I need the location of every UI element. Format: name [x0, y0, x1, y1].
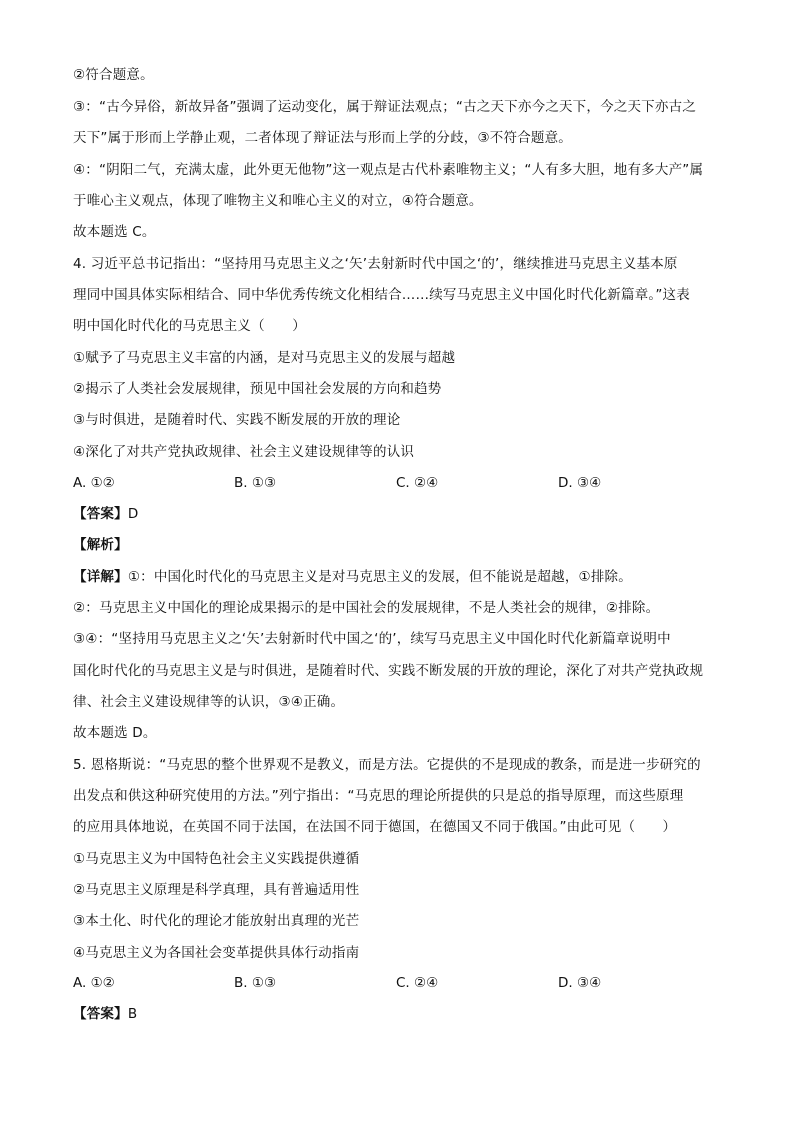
question-4-stem: 明中国化时代化的马克思主义（ ）: [73, 318, 306, 334]
analysis-line: 天下”属于形而上学静止观，二者体现了辩证法与形而上学的分歧，③不符合题意。: [73, 130, 572, 146]
question-5-item: ④马克思主义为各国社会变革提供具体行动指南: [73, 945, 360, 961]
option-a: A. ①②: [73, 475, 115, 491]
analysis-line: 于唯心主义观点，体现了唯物主义和唯心主义的对立，④符合题意。: [73, 193, 483, 209]
option-b: B. ①③: [234, 975, 277, 991]
option-d: D. ③④: [558, 475, 602, 491]
detail-text: ①：中国化时代化的马克思主义是对马克思主义的发展，但不能说是超越，①排除。: [127, 569, 632, 585]
conclusion-line: 故本题选 C。: [73, 224, 156, 240]
option-d: D. ③④: [558, 975, 602, 991]
answer-value: D: [127, 506, 139, 522]
answer-line: [73, 1004, 723, 1024]
analysis-line: ④：“阴阳二气，充满太虚，此外更无他物”这一观点是古代朴素唯物主义；“人有多大胆，地有多大产”属: [73, 162, 704, 178]
question-5-stem: 的应用具体地说，在英国不同于法国，在法国不同于德国，在德国又不同于俄国。”由此可见（ ）: [73, 819, 677, 835]
answer-value: B: [127, 1006, 138, 1022]
analysis-line: ③：“古今异俗，新故异备”强调了运动变化，属于辩证法观点；“古之天下亦今之天下，今之天下亦古之: [73, 99, 696, 115]
option-c: C. ②④: [396, 475, 439, 491]
answer-tag: 【答案】: [73, 506, 128, 522]
question-5-stem: 5. 恩格斯说：“马克思的整个世界观不是教义，而是方法。它提供的不是现成的教条，而是进一步研究的: [73, 757, 701, 773]
analysis-tag: 【解析】: [73, 537, 128, 553]
question-4-item: ④深化了对共产党执政规律、社会主义建设规律等的认识: [73, 444, 415, 460]
detail-line: 律、社会主义建设规律等的认识，③④正确。: [73, 694, 345, 710]
question-5-item: ③本土化、时代化的理论才能放射出真理的光芒: [73, 913, 360, 929]
question-5-item: ②马克思主义原理是科学真理，具有普遍适用性: [73, 882, 360, 898]
option-a: A. ①②: [73, 975, 115, 991]
analysis-heading: [73, 535, 723, 555]
analysis-line: ②符合题意。: [73, 67, 154, 83]
conclusion-line: 故本题选 D。: [73, 725, 157, 741]
option-c: C. ②④: [396, 975, 439, 991]
question-4-item: ①赋予了马克思主义丰富的内涵，是对马克思主义的发展与超越: [73, 350, 456, 366]
question-5-item: ①马克思主义为中国特色社会主义实践提供遵循: [73, 851, 360, 867]
detail-line: 国化时代化的马克思主义是与时俱进，是随着时代、实践不断发展的开放的理论，深化了对共产党执政规: [73, 663, 704, 679]
answer-tag: 【答案】: [73, 1006, 128, 1022]
question-4-stem: 理同中国具体实际相结合、同中华优秀传统文化相结合……续写马克思主义中国化时代化新篇章。”这表: [73, 287, 690, 303]
detail-line: ③④：“坚持用马克思主义之‘矢’去射新时代中国之‘的’，续写马克思主义中国化时代化新篇章说明中: [73, 631, 671, 647]
option-b: B. ①③: [234, 475, 277, 491]
answer-line: [73, 504, 723, 524]
question-4-stem: 4. 习近平总书记指出：“坚持用马克思主义之‘矢’去射新时代中国之‘的’，继续推进马克思主义基本原: [73, 256, 678, 272]
detail-line: [73, 567, 723, 587]
question-4-item: ②揭示了人类社会发展规律，预见中国社会发展的方向和趋势: [73, 381, 442, 397]
detail-tag: 【详解】: [73, 569, 128, 585]
detail-line: ②：马克思主义中国化的理论成果揭示的是中国社会的发展规律，不是人类社会的规律，②排除。: [73, 600, 660, 616]
question-5-stem: 出发点和供这种研究使用的方法。”列宁指出：“马克思的理论所提供的只是总的指导原理，而这些原理: [73, 788, 684, 804]
question-4-item: ③与时俱进，是随着时代、实践不断发展的开放的理论: [73, 412, 401, 428]
